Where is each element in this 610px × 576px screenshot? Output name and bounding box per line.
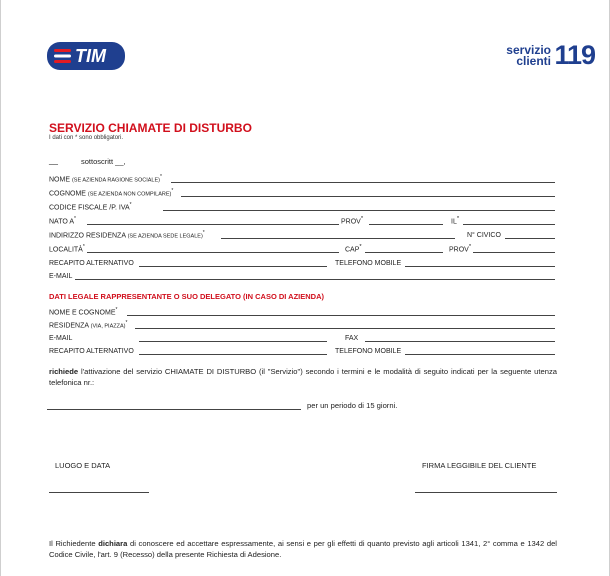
input-codice-fiscale[interactable] (163, 210, 555, 211)
label-nato-a: NATO A (49, 218, 75, 225)
input-email-2[interactable] (139, 341, 327, 342)
label-cap: CAP (345, 246, 360, 253)
section2-title: DATI LEGALE RAPPRESENTANTE O SUO DELEGATO (IN CASO DI AZIENDA) (49, 292, 325, 301)
field-row-email (49, 269, 555, 281)
field-row-nome: NOME (SE AZIENDA RAGIONE SOCIALE)* (49, 172, 555, 184)
footer-declaration (49, 538, 557, 560)
label-email-2: E-MAIL (49, 335, 73, 342)
tim-logo (47, 42, 125, 70)
label-cognome: COGNOME (49, 190, 86, 197)
input-residenza[interactable] (135, 328, 555, 329)
input-cap[interactable] (365, 252, 443, 253)
request-bold: richiede (49, 367, 79, 376)
input-signature[interactable] (415, 492, 557, 493)
label-telefono-mobile: TELEFONO MOBILE (335, 260, 402, 267)
signature-label: FIRMA LEGGIBILE DEL CLIENTE (422, 461, 537, 470)
footer-bold: dichiara (98, 539, 128, 548)
footer-text: di conoscere ed accettare espressamente, ai sensi e per gli effetti di quanto previsto agli articoli 1341, 2° comma e 1342 del Codice Civile, l'art. 9 (Recesso) della presente Richiesta di Adesione. (49, 539, 557, 559)
input-prov2[interactable] (473, 252, 555, 253)
label-prov2: PROV (449, 246, 469, 253)
input-nome[interactable] (171, 182, 555, 183)
input-il[interactable] (463, 224, 555, 225)
field-row-recapito-2 (49, 344, 555, 356)
label-il: IL (451, 218, 457, 225)
label-indirizzo: INDIRIZZO RESIDENZA (49, 232, 126, 239)
input-telefono-mobile-2[interactable] (405, 354, 555, 355)
label-telefono-mobile-2: TELEFONO MOBILE (335, 348, 402, 355)
label-residenza-note: (VIA, PIAZZA) (90, 323, 126, 329)
label-fax: FAX (345, 335, 359, 342)
input-prov[interactable] (369, 224, 443, 225)
label-cognome-note: (SE AZIENDA NON COMPILARE) (87, 191, 172, 197)
input-email[interactable] (75, 279, 555, 280)
field-row-residenza: RESIDENZA (VIA, PIAZZA)* (49, 318, 555, 330)
service-line1: servizio (506, 43, 551, 57)
label-recapito: RECAPITO ALTERNATIVO (49, 260, 134, 267)
input-cognome[interactable] (181, 196, 555, 197)
brand-text: TIM (75, 46, 106, 66)
input-n-civico[interactable] (505, 238, 555, 239)
footer-prefix: Il Richiedente (49, 539, 99, 548)
label-codice-fiscale: CODICE FISCALE /P. IVA (49, 204, 130, 211)
label-localita: LOCALITÀ (49, 246, 83, 253)
field-row-nascita: NATO A* PROV* IL* (49, 214, 555, 226)
request-text: l'attivazione del servizio CHIAMATE DI DISTURBO (il "Servizio") secondo i termini e le modalità di seguito indicati per la seguente utenza telefonica nr.: (49, 367, 557, 387)
intro-text: sottoscritt __, (81, 157, 126, 166)
input-recapito[interactable] (139, 266, 327, 267)
label-recapito-2: RECAPITO ALTERNATIVO (49, 348, 134, 355)
field-row-indirizzo: INDIRIZZO RESIDENZA (SE AZIENDA SEDE LEGALE)* N° CIVICO (49, 228, 555, 240)
field-row-recapito (49, 256, 555, 268)
service-label (506, 45, 551, 67)
field-row-codice-fiscale: CODICE FISCALE /P. IVA* (49, 200, 555, 212)
input-telefono-mobile[interactable] (405, 266, 555, 267)
label-nome-cognome: NOME E COGNOME (49, 309, 116, 316)
label-residenza: RESIDENZA (49, 322, 89, 329)
label-email: E-MAIL (49, 273, 73, 280)
label-prov: PROV (341, 218, 361, 225)
period-text: per un periodo di 15 giorni. (307, 401, 398, 410)
request-paragraph (49, 366, 557, 388)
label-nome: NOME (49, 176, 70, 183)
input-recapito-2[interactable] (139, 354, 327, 355)
service-number: 119 (554, 40, 595, 70)
field-row-email-fax (49, 331, 555, 343)
input-nome-cognome[interactable] (127, 315, 555, 316)
input-localita[interactable] (87, 252, 339, 253)
intro-prefix[interactable]: __ (49, 156, 58, 165)
label-indirizzo-note: (SE AZIENDA SEDE LEGALE) (127, 233, 203, 239)
field-row-localita: LOCALITÀ* CAP* PROV* (49, 242, 555, 254)
required-note: I dati con * sono obbligatori. (49, 135, 124, 141)
input-place-date[interactable] (49, 492, 149, 493)
label-n-civico: N° CIVICO (467, 232, 501, 239)
input-indirizzo[interactable] (221, 238, 455, 239)
input-phone-number[interactable] (47, 409, 301, 410)
service-line2: clienti (516, 54, 551, 68)
place-date-label: LUOGO E DATA (55, 461, 111, 470)
input-nato-a[interactable] (87, 224, 339, 225)
input-fax[interactable] (365, 341, 555, 342)
field-row-nome-cognome: NOME E COGNOME* (49, 305, 555, 317)
field-row-cognome: COGNOME (SE AZIENDA NON COMPILARE)* (49, 186, 555, 198)
form-title: SERVIZIO CHIAMATE DI DISTURBO (49, 121, 252, 135)
label-nome-note: (SE AZIENDA RAGIONE SOCIALE) (71, 177, 160, 183)
